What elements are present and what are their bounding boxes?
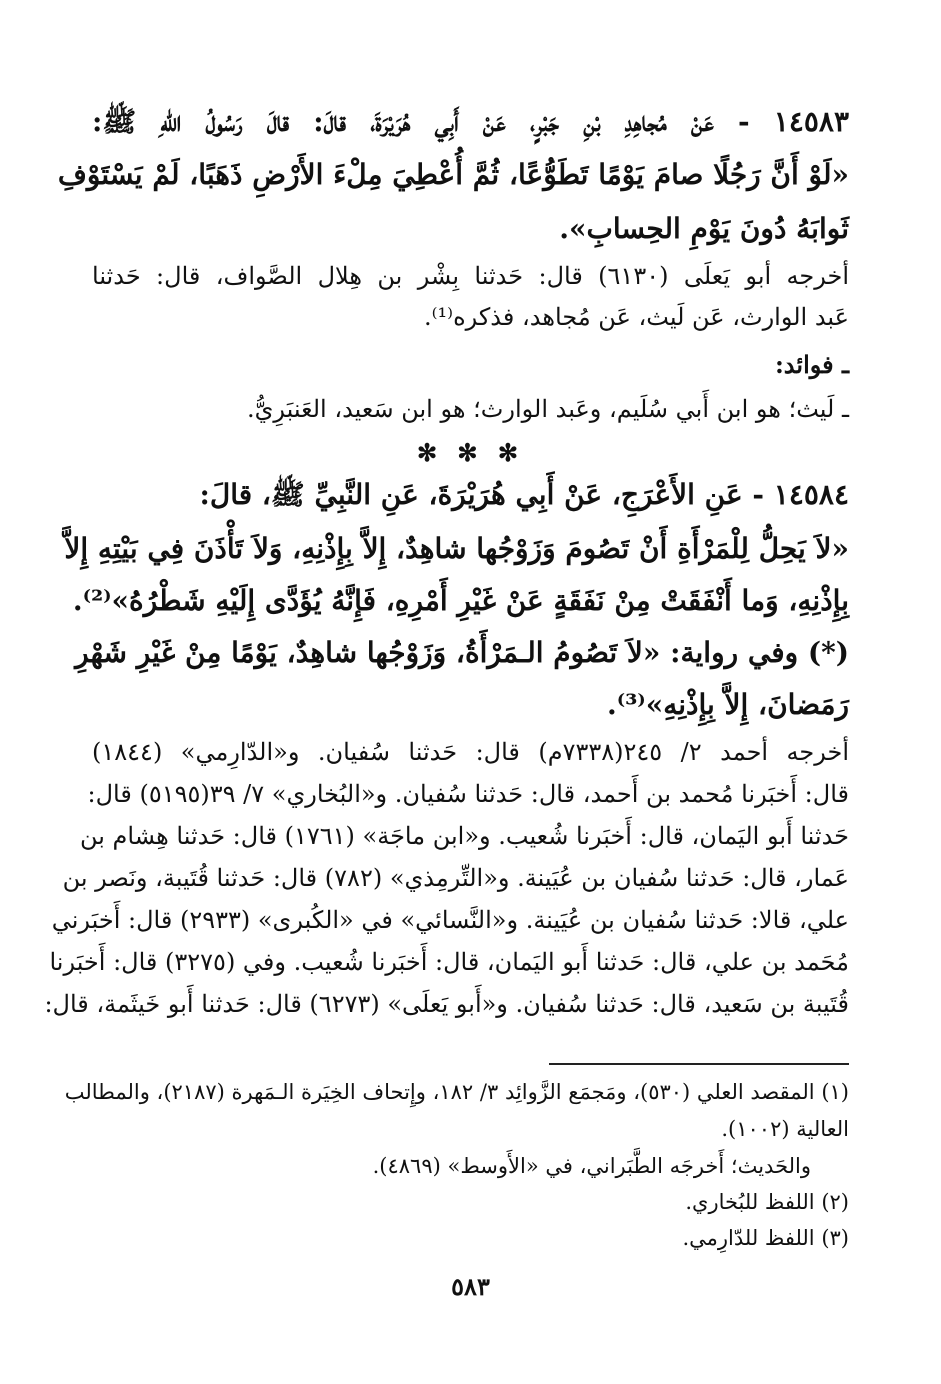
- hadith-14583-line-3: ثَوابَهُ دُونَ يَوْمِ الحِسابِ».: [559, 212, 849, 245]
- takhrij-14584-line-6: مُحَمد بن علي، قال: حَدثنا أَبو اليَمان، قال: أَخبَرنا شُعيب. وفي (٣٢٧٥) قال: أَخبَرنا: [49, 948, 849, 976]
- hadith-14583-line-1: ١٤٥٨٣ - عَنْ مُجاهِدِ بْنِ جَبْرٍ، عَنْ أَبِي هُرَيْرَةَ، قالَ: قالَ رَسُولُ اللهِ ﷺ:: [92, 105, 849, 138]
- page-number: ٥٨٣: [451, 1272, 490, 1301]
- takhrij-14583-line-1: أخرجه أبو يَعلَى (٦١٣٠) قال: حَدثنا بِشْر بن هِلال الصَّواف، قال: حَدثنا: [92, 262, 849, 290]
- fawaid-heading: ـ فوائد:: [774, 350, 849, 379]
- hadith-14583-line-2: «لَوْ أَنَّ رَجُلًا صامَ يَوْمًا تَطَوُّعًا، ثُمَّ أُعْطِيَ مِلْءَ الأَرْضِ ذَهَبًا، لَمْ يَسْتَوْفِ: [57, 158, 849, 191]
- hadith-14584-line-2: «لاَ يَحِلُّ لِلْمَرْأَةِ أَنْ تَصُومَ وَزَوْجُها شاهِدٌ، إِلاَّ بِإِذْنِهِ، وَلاَ تَأْذَنَ فِي بَيْتِهِ إِلاَّ: [64, 532, 849, 565]
- fawaid-text: ـ لَيث؛ هو ابن أَبي سُلَيم، وعَبد الوارث؛ هو ابن سَعيد، العَنبَرِيُّ.: [247, 395, 849, 423]
- footnote-divider: [549, 1063, 849, 1065]
- footnote-1-line-2: العالية (١٠٠٢).: [721, 1117, 849, 1141]
- takhrij-14584-line-7: قُتَيبة بن سَعيد، قال: حَدثنا سُفيان. و«أَبو يَعلَى» (٦٢٧٣) قال: حَدثنا أَبو خَيثَمة، قال:: [44, 990, 849, 1018]
- footnote-1-line-3: والحَديث؛ أَخرجَه الطَّبَراني، في «الأَوسط» (٤٨٦٩).: [372, 1154, 811, 1178]
- takhrij-14584-line-4: عَمار، قال: حَدثنا سُفيان بن عُيَينة. و«التِّرمِذي» (٧٨٢) قال: حَدثنا قُتَيبة، ونَصر بن: [62, 864, 849, 892]
- footnote-3: (٣) اللفظ للدّارِمي.: [682, 1226, 849, 1250]
- section-separator: ✻ ✻ ✻: [416, 438, 525, 467]
- riwaya-line-1: (*) وفي رواية: «لاَ تَصُومُ الـمَرْأَةُ، وَزَوْجُها شاهِدٌ، يَوْمًا مِنْ غَيْرِ شَهْرِ: [75, 636, 849, 669]
- footnote-2: (٢) اللفظ للبُخاري.: [685, 1190, 849, 1214]
- hadith-14584-line-1: ١٤٥٨٤ - عَنِ الأَعْرَجِ، عَنْ أَبِي هُرَيْرَةَ، عَنِ النَّبِيِّ ﷺ، قالَ:: [199, 478, 849, 511]
- takhrij-14584-line-2: قال: أَخبَرنا مُحمد بن أَحمد، قال: حَدثنا سُفيان. و«البُخاري» ٧/ ٣٩(٥١٩٥) قال:: [87, 780, 849, 808]
- footnote-1-line-1: (١) المقصد العلي (٥٣٠)، ومَجمَع الزَّوائِد ٣/ ١٨٢، وإِتحاف الخِيَرة الـمَهرة (٢١٨٧)، والمطالب: [64, 1080, 849, 1104]
- takhrij-14584-line-5: علي، قالا: حَدثنا سُفيان بن عُيَينة. و«النَّسائي» في «الكُبرى» (٢٩٣٣) قال: أَخبَرني: [51, 906, 849, 934]
- takhrij-14584-line-1: أخرجه أحمد ٢/ ٢٤٥(٧٣٣٨م) قال: حَدثنا سُفيان. و«الدّارِمي» (١٨٤٤): [92, 738, 850, 766]
- hadith-14584-line-3: بِإِذْنِهِ، وَما أَنْفَقَتْ مِنْ نَفَقَةٍ عَنْ غَيْرِ أَمْرِهِ، فَإِنَّهُ يُؤَدَّى إِلَيْهِ شَطْرُهُ»⁽²⁾.: [72, 584, 849, 617]
- takhrij-14583-line-2: عَبد الوارث، عَن لَيث، عَن مُجاهد، فذكره⁽¹⁾.: [424, 303, 849, 331]
- riwaya-line-2: رَمَضانَ، إِلاَّ بِإِذْنِهِ»⁽³⁾.: [607, 688, 849, 721]
- takhrij-14584-line-3: حَدثنا أَبو اليَمان، قال: أَخبَرنا شُعيب. و«ابن ماجَة» (١٧٦١) قال: حَدثنا هِشام بن: [79, 822, 849, 850]
